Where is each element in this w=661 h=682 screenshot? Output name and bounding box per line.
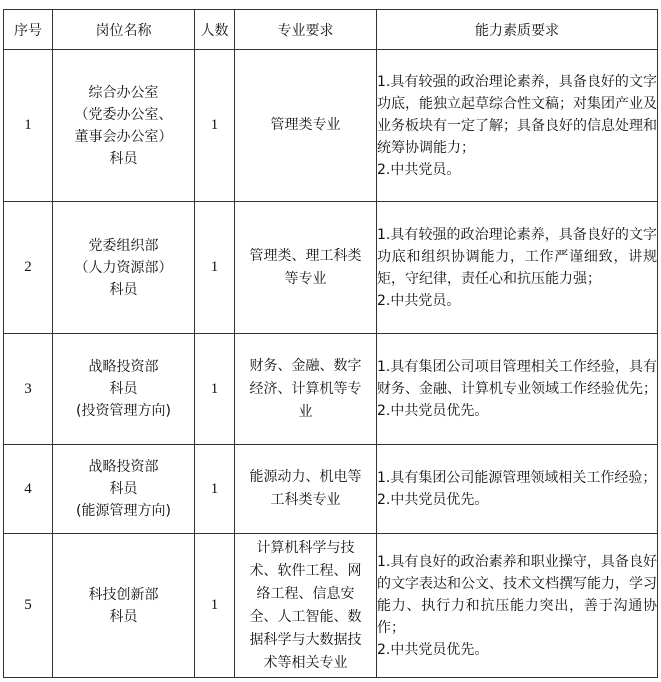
row-position-name — [53, 202, 195, 334]
table-header-row — [4, 10, 658, 50]
row-seq: 3 — [4, 334, 53, 445]
row-count: 1 — [195, 202, 235, 334]
table-row — [4, 445, 658, 534]
major-line: 管理类专业 — [270, 117, 341, 133]
position-name-line: 董事会办公室） — [74, 128, 173, 145]
position-name-line: 科员 — [109, 150, 138, 167]
row-major — [235, 202, 377, 334]
row-ability — [377, 445, 658, 534]
row-position-name — [53, 334, 195, 445]
position-name-line: 科员 — [109, 608, 138, 625]
ability-item: 1.具有较强的政治理论素养，具备良好的文字功底和组织协调能力，工作严谨细致，讲规矩，守纪律，责任心和抗压能力强； — [377, 226, 657, 287]
job-requirements-table — [3, 9, 658, 678]
major-line: 业 — [298, 403, 313, 420]
major-line: 计算机科学与技 — [256, 539, 355, 556]
header-position-name: 岗位名称 — [53, 10, 195, 50]
position-name-line: 科员 — [109, 381, 138, 397]
row-seq: 5 — [4, 534, 53, 678]
ability-item: 1.具有集团公司项目管理相关工作经验，具有财务、金融、计算机专业领域工作经验优先； — [377, 359, 657, 397]
row-major — [235, 50, 377, 202]
row-seq: 1 — [4, 50, 53, 202]
position-name-line: （人力资源部） — [74, 259, 173, 276]
major-line: 经济、计算机等专 — [249, 380, 362, 397]
header-ability-requirement: 能力素质要求 — [377, 10, 658, 50]
row-major — [235, 534, 377, 678]
position-name-line: 科技创新部 — [88, 586, 159, 603]
row-count: 1 — [195, 445, 235, 534]
header-major-requirement: 专业要求 — [235, 10, 377, 50]
major-line: 工科类专业 — [270, 492, 341, 508]
major-line: 能源动力、机电等 — [249, 469, 362, 485]
position-name-line: 党委组织部 — [88, 237, 159, 254]
ability-item: 2.中共党员优先。 — [377, 492, 489, 508]
row-count: 1 — [195, 534, 235, 678]
row-major — [235, 334, 377, 445]
position-name-line: （党委办公室、 — [74, 106, 173, 123]
row-major — [235, 445, 377, 534]
major-line: 等专业 — [284, 270, 327, 287]
row-ability — [377, 334, 658, 445]
ability-item: 1.具有较强的政治理论素养，具备良好的文字功底，能独立起草综合性文稿；对集团产业及业务板块有一定了解；具备良好的信息处理和统筹协调能力； — [377, 73, 657, 156]
header-count: 人数 — [195, 10, 235, 50]
major-line: 据科学与大数据技 — [249, 631, 362, 648]
major-line: 术、软件工程、网 — [249, 562, 362, 579]
row-ability — [377, 534, 658, 678]
ability-item: 2.中共党员优先。 — [377, 403, 489, 419]
table-row — [4, 50, 658, 202]
major-line: 管理类、理工科类 — [249, 247, 362, 264]
position-name-line: 综合办公室 — [88, 84, 159, 101]
table-row — [4, 534, 658, 678]
ability-item: 2.中共党员优先。 — [377, 641, 489, 658]
position-name-line: 科员 — [109, 481, 138, 497]
header-seq: 序号 — [4, 10, 53, 50]
position-name-line: (投资管理方向) — [76, 403, 171, 419]
row-position-name — [53, 50, 195, 202]
table-row — [4, 202, 658, 334]
position-name-line: 战略投资部 — [88, 359, 159, 375]
major-line: 络工程、信息安 — [256, 585, 355, 602]
row-ability — [377, 50, 658, 202]
table-row — [4, 334, 658, 445]
position-name-line: 战略投资部 — [88, 459, 159, 475]
row-count: 1 — [195, 334, 235, 445]
position-name-line: 科员 — [109, 281, 138, 298]
position-name-line: (能源管理方向) — [76, 503, 171, 519]
row-position-name — [53, 445, 195, 534]
row-ability — [377, 202, 658, 334]
row-count: 1 — [195, 50, 235, 202]
row-position-name — [53, 534, 195, 678]
ability-item: 1.具有集团公司能源管理领域相关工作经验； — [377, 470, 657, 486]
row-seq: 4 — [4, 445, 53, 534]
major-line: 术等相关专业 — [263, 654, 348, 671]
row-seq: 2 — [4, 202, 53, 334]
ability-item: 1.具有良好的政治素养和职业操守，具备良好的文字表达和公文、技术文档撰写能力，学习能力、执行力和抗压能力突出，善于沟通协作； — [377, 553, 657, 636]
ability-item: 2.中共党员。 — [377, 161, 461, 178]
major-line: 财务、金融、数字 — [249, 357, 362, 374]
major-line: 全、人工智能、数 — [249, 608, 362, 625]
ability-item: 2.中共党员。 — [377, 292, 461, 309]
